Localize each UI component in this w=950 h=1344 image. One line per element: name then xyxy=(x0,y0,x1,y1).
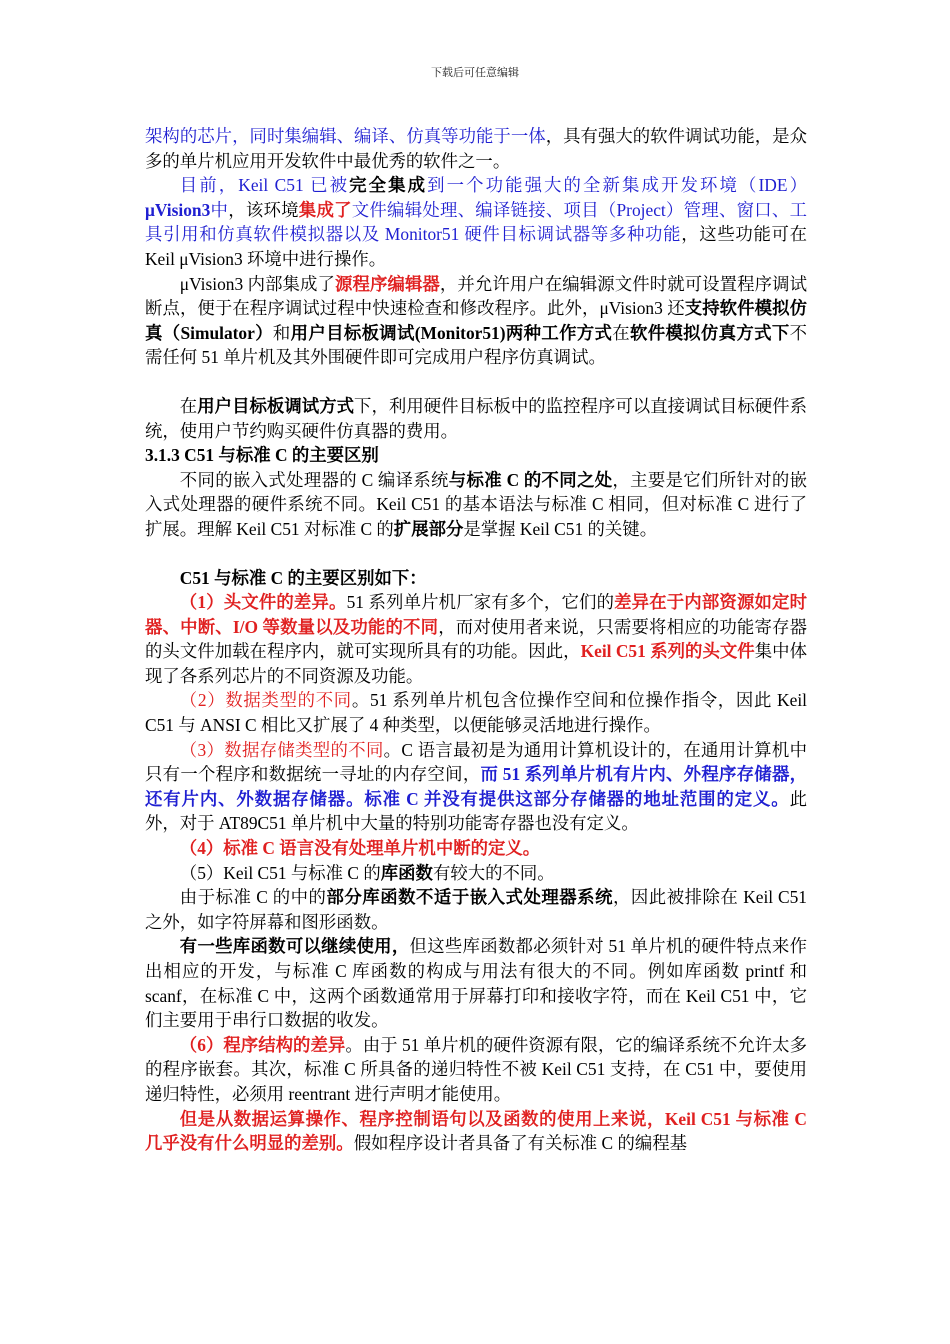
paragraph-diff-4-interrupts: （4）标准 C 语言没有处理单片机中断的定义。 xyxy=(179,838,541,859)
paragraph-diff-5-library: （5）Keil C51 与标准 C 的库函数有较大的不同。 xyxy=(179,862,555,883)
paragraph-diff-2-datatypes: （2）数据类型的不同。51 系列单片机包含位操作空间和位操作指令，因此 Keil C51 与 ANSI C 相比又扩展了 4 种类型，以便能够灵活地进行操作。 xyxy=(145,690,808,736)
page-header: 下载后可任意编辑 xyxy=(431,66,519,79)
paragraph-c51-vs-c: 不同的嵌入式处理器的 C 编译系统与标准 C 的不同之处，主要是它们所针对的嵌入式处理器的硬件系统不同。Keil C51 的基本语法与标准 C 相同，但对标准 C 进行了扩展。理解 Keil C51 对标准 C 的扩展部分是掌握 Keil C51 的关键。 xyxy=(145,469,807,539)
paragraph-source-editor: μVision3 内部集成了源程序编辑器，并允许用户在编辑源文件时就可设置程序调试断点，便于在程序调试过程中快速检查和修改程序。此外，μVision3 还支持软件模拟仿真（Simulator）和用户目标板调试(Monitor51)两种工作方式在软件模拟仿真方式下不需任何 51 单片机及其外围硬件即可完成用户程序仿真调试。 xyxy=(145,273,807,368)
section-heading: 3.1.3 C51 与标准 C 的主要区别 xyxy=(145,445,379,466)
paragraph-differences-heading: C51 与标准 C 的主要区别如下： xyxy=(179,567,427,588)
paragraph-target-board: 在用户目标板调试方式下，利用硬件目标板中的监控程序可以直接调试目标硬件系统，使用户节约购买硬件仿真器的费用。 xyxy=(145,395,807,441)
paragraph-excluded-functions: 由于标准 C 的中的部分库函数不适于嵌入式处理器系统，因此被排除在 Keil C51 之外，如字符屏幕和图形函数。 xyxy=(145,887,807,932)
paragraph-diff-6-structure: （6）程序结构的差异。由于 51 单片机的硬件资源有限，它的编译系统不允许太多的程序嵌套。其次，标准 C 所具备的递归特性不被 Keil C51 支持，在 C51 中，要使用递归特性，必须用 reentrant 进行声明才能使用。 xyxy=(145,1034,807,1104)
document-body xyxy=(145,124,807,1156)
paragraph-diff-1-headers: （1）头文件的差异。51 系列单片机厂家有多个，它们的差异在于内部资源如定时器、中断、I/O 等数量以及功能的不同，而对使用者来说，只需要将相应的功能寄存器的头文件加载在程序内，就可实现所具有的功能。因此，Keil C51 系列的头文件集中体现了各系列芯片的不同资源及功能。 xyxy=(145,592,807,686)
paragraph-ide-intro: 架构的芯片，同时集编辑、编译、仿真等功能于一体，具有强大的软件调试功能，是众多的单片机应用开发软件中最优秀的软件之一。 xyxy=(145,126,807,171)
paragraph-uvision3-integration: 目前，Keil C51 已被完全集成到一个功能强大的全新集成开发环境（IDE）μVision3中，该环境集成了文件编辑处理、编译链接、项目（Project）管理、窗口、工具引用和仿真软件模拟器以及 Monitor51 硬件目标调试器等多种功能，这些功能可在 Keil μVision3 环境中进行操作。 xyxy=(145,175,807,269)
blank-line xyxy=(145,542,807,566)
blank-line xyxy=(145,370,807,394)
paragraph-diff-3-storage: （3）数据存储类型的不同。C 语言最初是为通用计算机设计的，在通用计算机中只有一个程序和数据统一寻址的内存空间，而 51 系列单片机有片内、外程序存储器，还有片内、外数据存储器。标准 C 并没有提供这部分存储器的地址范围的定义。此外，对于 AT89C51 单片机中大量的特别功能寄存器也没有定义。 xyxy=(145,739,807,834)
paragraph-conclusion: 但是从数据运算操作、程序控制语句以及函数的使用上来说，Keil C51 与标准 C 几乎没有什么明显的差别。假如程序设计者具备了有关标准 C 的编程基 xyxy=(145,1108,807,1154)
paragraph-usable-functions: 有一些库函数可以继续使用，但这些库函数都必须针对 51 单片机的硬件特点来作出相应的开发，与标准 C 库函数的构成与用法有很大的不同。例如库函数 printf 和 scanf，在标准 C 中，这两个函数通常用于屏幕打印和接收字符，而在 Keil C51 中，它们主要用于串行口数据的收发。 xyxy=(145,936,807,1031)
